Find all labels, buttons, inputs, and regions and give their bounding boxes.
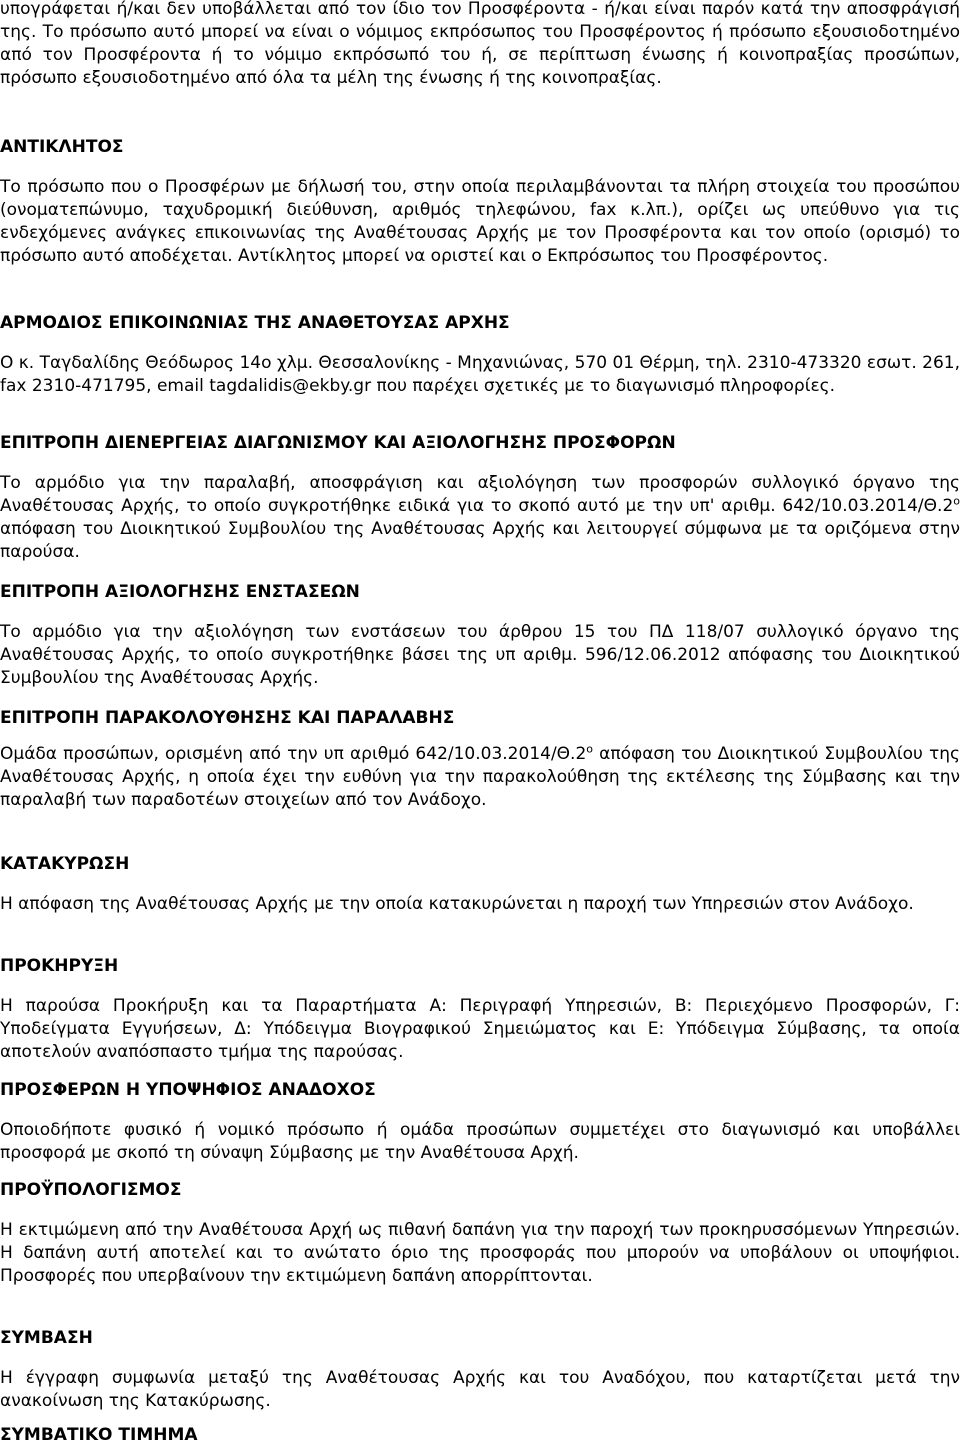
heading-symvasi: ΣΥΜΒΑΣΗ	[0, 1328, 93, 1348]
heading-prokiryxi: ΠΡΟΚΗΡΥΞΗ	[0, 956, 119, 976]
heading-katakyrosi: ΚΑΤΑΚΥΡΩΣΗ	[0, 854, 130, 874]
superscript-o: ο	[586, 742, 594, 756]
heading-parakolouthisis: ΕΠΙΤΡΟΠΗ ΠΑΡΑΚΟΛΟΥΘΗΣΗΣ ΚΑΙ ΠΑΡΑΛΑΒΗΣ	[0, 708, 455, 728]
heading-armodios: ΑΡΜΟΔΙΟΣ ΕΠΙΚΟΙΝΩΝΙΑΣ ΤΗΣ ΑΝΑΘΕΤΟΥΣΑΣ ΑΡΧΗΣ	[0, 313, 510, 333]
paragraph-prokiryxi: Η παρούσα Προκήρυξη και τα Παραρτήματα Α: Περιγραφή Υπηρεσιών, Β: Περιεχόμενο Προσφορών, Γ: Υποδείγματα Εγγυήσεων, Δ: Υπόδειγμα Βιογραφικού Σημειώματος και Ε: Υπόδειγμα Σύμβασης, τα οποία αποτελούν αναπόσπαστο τμήμα της παρούσας.	[0, 996, 960, 1062]
paragraph-epitropi-dienergeias-part2: απόφαση του Διοικητικού Συμβουλίου της Αναθέτουσας Αρχής και λειτουργεί σύμφωνα με τα οριζόμενα στην παρούσα.	[0, 519, 960, 562]
paragraph-enstaseon: Το αρμόδιο για την αξιολόγηση των ενστάσεων του άρθρου 15 του ΠΔ 118/07 συλλογικό όργανο της Αναθέτουσας Αρχής, το οποίο συγκροτήθηκε βάσει της υπ αριθμ. 596/12.06.2012 απόφασης του Διοικητικού Συμβουλίου της Αναθέτουσας Αρχής.	[0, 622, 960, 688]
heading-prosferon: ΠΡΟΣΦΕΡΩΝ Η ΥΠΟΨΗΦΙΟΣ ΑΝΑΔΟΧΟΣ	[0, 1080, 376, 1100]
paragraph-intro: υπογράφεται ή/και δεν υποβάλλεται από τον ίδιο τον Προσφέροντα - ή/και είναι παρόν κατά την αποσφράγισή της. Το πρόσωπο αυτό μπορεί να είναι ο νόμιμος εκπρόσωπος του Προσφέροντος ή πρόσωπο εξουσιοδοτημένο από τον Προσφέροντα ή το νόμιμο εκπρόσωπό του ή, σε περίπτωση ένωσης ή κοινοπραξίας προσώπων, πρόσωπο εξουσιοδοτημένο από όλα τα μέλη της ένωσης ή της κοινοπραξίας.	[0, 0, 960, 88]
paragraph-epitropi-dienergeias	[0, 472, 960, 564]
heading-antiklitos: ΑΝΤΙΚΛΗΤΟΣ	[0, 137, 124, 157]
superscript-o: ο	[953, 494, 960, 508]
paragraph-epitropi-dienergeias-part1: Το αρμόδιο για την παραλαβή, αποσφράγιση και αξιολόγηση των προσφορών συλλογικό όργανο της Αναθέτουσας Αρχής, το οποίο συγκροτήθηκε ειδικά για το σκοπό αυτό με την υπ' αριθμ. 642/10.03.2014/Θ.2	[0, 473, 960, 516]
paragraph-armodios: Ο κ. Ταγδαλίδης Θεόδωρος 14ο χλμ. Θεσσαλονίκης - Μηχανιώνας, 570 01 Θέρμη, τηλ. 2310-473320 εσωτ. 261, fax 2310-471795, email tagdalidis@ekby.gr που παρέχει σχετικές με το διαγωνισμό πληροφορίες.	[0, 353, 960, 396]
heading-symvatiko-tmima: ΣΥΜΒΑΤΙΚΟ ΤΙΜΗΜΑ	[0, 1425, 198, 1445]
heading-enstaseon: ΕΠΙΤΡΟΠΗ ΑΞΙΟΛΟΓΗΣΗΣ ΕΝΣΤΑΣΕΩΝ	[0, 582, 360, 602]
paragraph-prosferon: Οποιοδήποτε φυσικό ή νομικό πρόσωπο ή ομάδα προσώπων συμμετέχει στο διαγωνισμό και υποβάλλει προσφορά με σκοπό τη σύναψη Σύμβασης με την Αναθέτουσα Αρχή.	[0, 1120, 960, 1163]
paragraph-parakolouthisis-part2: απόφαση του Διοικητικού Συμβουλίου της Αναθέτουσας Αρχής, η οποία έχει την ευθύνη για την παρακολούθηση της εκτέλεσης της Σύμβασης και την παραλαβή των παραδοτέων στοιχείων από τον Ανάδοχο.	[0, 744, 960, 810]
paragraph-katakyrosi: Η απόφαση της Αναθέτουσας Αρχής με την οποία κατακυρώνεται η παροχή των Υπηρεσιών στον Ανάδοχο.	[0, 894, 914, 914]
paragraph-symvasi: Η έγγραφη συμφωνία μεταξύ της Αναθέτουσας Αρχής και του Αναδόχου, που καταρτίζεται μετά την ανακοίνωση της Κατακύρωσης.	[0, 1368, 960, 1411]
heading-epitropi-dienergeias: ΕΠΙΤΡΟΠΗ ΔΙΕΝΕΡΓΕΙΑΣ ΔΙΑΓΩΝΙΣΜΟΥ ΚΑΙ ΑΞΙΟΛΟΓΗΣΗΣ ΠΡΟΣΦΟΡΩΝ	[0, 433, 676, 453]
paragraph-parakolouthisis-part1: Ομάδα προσώπων, ορισμένη από την υπ αριθμό 642/10.03.2014/Θ.2	[0, 744, 587, 764]
paragraph-proypologismos: Η εκτιμώμενη από την Αναθέτουσα Αρχή ως πιθανή δαπάνη για την παροχή των προκηρυσσόμενων Υπηρεσιών. Η δαπάνη αυτή αποτελεί και το ανώτατο όριο της προσφοράς που μπορούν να υποβάλουν οι υποψήφιοι. Προσφορές που υπερβαίνουν την εκτιμώμενη δαπάνη απορρίπτονται.	[0, 1220, 960, 1286]
heading-proypologismos: ΠΡΟΫΠΟΛΟΓΙΣΜΟΣ	[0, 1180, 182, 1200]
paragraph-antiklitos: Το πρόσωπο που ο Προσφέρων με δήλωσή του, στην οποία περιλαμβάνονται τα πλήρη στοιχεία του προσώπου (ονοματεπώνυμο, ταχυδρομική διεύθυνση, αριθμός τηλεφώνου, fax κ.λπ.), ορίζει ως υπεύθυνο για τις ενδεχόμενες ανάγκες επικοινωνίας της Αναθέτουσας Αρχής με τον Προσφέροντα και τον οποίο (ορισμό) το πρόσωπο αυτό αποδέχεται. Αντίκλητος μπορεί να οριστεί και ο Εκπρόσωπος του Προσφέροντος.	[0, 177, 960, 266]
paragraph-parakolouthisis	[0, 743, 960, 812]
